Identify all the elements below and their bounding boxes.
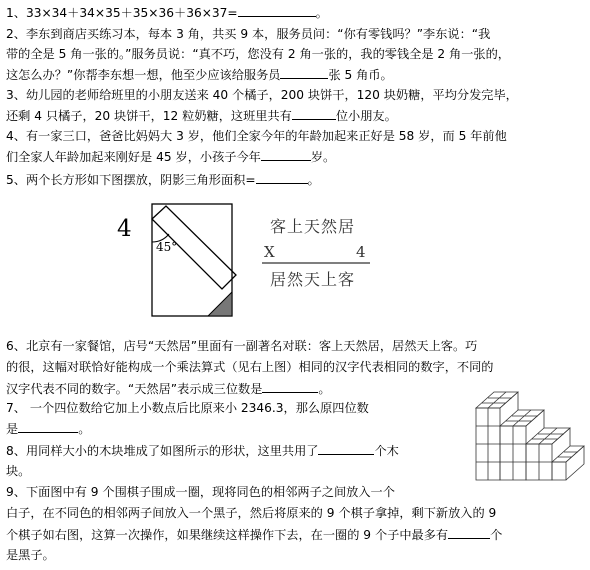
question-8-text: 8、用同样大小的木块堆成了如图所示的形状，这里共用了: [6, 444, 319, 458]
question-4-tail: 岁。: [310, 150, 336, 164]
question-9-text: 个棋子如右图，这算一次操作，如果继续这样操作下去，在一圈的 9 个子中最多有: [6, 528, 449, 542]
question-6-tail: 。: [318, 382, 331, 396]
question-7-text: 是: [6, 422, 19, 436]
multiplicand-text: 客上天然居: [270, 217, 356, 236]
answer-blank-6[interactable]: [262, 380, 318, 393]
question-9-tail: 个: [490, 528, 503, 542]
angle-label: 45°: [156, 240, 178, 254]
question-6-line-2: 的很，这幅对联恰好能构成一个乘法算式（见右上图）相同的汉字代表相同的数字，不同的: [6, 360, 494, 374]
answer-blank-5[interactable]: [256, 171, 308, 184]
question-9-line-4: 是黑子。: [6, 548, 55, 562]
question-2-line-3: [6, 66, 393, 83]
question-4-line-1: 4、有一家三口，爸爸比妈妈大 3 岁，他们全家今年的年龄加起来正好是 58 岁，而 5 年前他: [6, 129, 507, 143]
question-8-line-2: 块。: [6, 464, 31, 478]
product-text: 居然天上客: [270, 270, 356, 289]
stacked-blocks-figure: [472, 386, 586, 486]
question-9-line-1: 9、下面图中有 9 个围棋子围成一圈，现将同色的相邻两子之间放入一个: [6, 485, 395, 499]
answer-blank-7[interactable]: [18, 420, 78, 433]
question-3-line-2: [6, 107, 397, 124]
question-9-line-3: [6, 526, 502, 543]
question-2-tail: 张 5 角币。: [328, 68, 393, 82]
question-8-line-1: [6, 442, 399, 459]
question-2-text: 这怎么办？”你帮李东想一想，他至少应该给服务员: [6, 68, 281, 82]
multiplier-text: 4: [356, 243, 366, 261]
question-6-line-1: 6、北京有一家餐馆，店号“天然居”里面有一副著名对联：客上天然居，居然天上客。巧: [6, 339, 478, 353]
question-2-line-1: 2、李东到商店买练习本，每本 3 角，共买 9 本，服务员问：“你有零钱吗？”李东说：“我: [6, 27, 491, 41]
question-4-text: 们全家人年龄加起来刚好是 45 岁，小孩子今年: [6, 150, 261, 164]
question-6-line-3: [6, 380, 331, 397]
answer-blank-9[interactable]: [448, 526, 490, 539]
side-length-label: 4: [117, 216, 132, 242]
question-5-tail: 。: [307, 173, 320, 187]
question-5: [6, 171, 320, 188]
question-1: [6, 4, 328, 21]
question-7-tail: 。: [78, 422, 91, 436]
question-7-line-1: 7、 一个四位数给它加上小数点后比原来小 2346.3，那么原四位数: [6, 401, 369, 415]
question-6-text: 汉字代表不同的数字。“天然居”表示成三位数是: [6, 382, 263, 396]
question-8-tail: 个木: [374, 444, 399, 458]
question-1-text: 1、33×34＋34×35＋35×36＋36×37=: [6, 6, 238, 20]
multiplication-figure: [262, 212, 372, 292]
shaded-triangle: [208, 292, 232, 316]
answer-blank-4[interactable]: [261, 148, 311, 161]
answer-blank-3[interactable]: [292, 107, 336, 120]
question-3-text: 还剩 4 只橘子，20 块饼干，12 粒奶糖，这班里共有: [6, 109, 292, 123]
question-3-tail: 位小朋友。: [335, 109, 397, 123]
question-1-tail: 。: [315, 6, 328, 20]
question-5-text: 5、两个长方形如下图摆放，阴影三角形面积=: [6, 173, 256, 187]
question-3-line-1: 3、幼儿园的老师给班里的小朋友送来 40 个橘子，200 块饼干，120 块奶糖，平均分发完毕，: [6, 88, 518, 102]
answer-blank-1[interactable]: [238, 4, 316, 17]
blocks-outline: [476, 392, 584, 480]
question-4-line-2: [6, 148, 335, 165]
multiply-sign: X: [264, 243, 275, 261]
answer-blank-2[interactable]: [280, 66, 328, 79]
rectangles-figure: [112, 200, 242, 320]
question-2-line-2: 带的全是 5 角一张的。”服务员说：“真不巧，您没有 2 角一张的，我的零钱全是 2 角一张的，: [6, 47, 510, 61]
answer-blank-8[interactable]: [318, 442, 374, 455]
question-9-line-2: 白子，在不同色的相邻两子间放入一个黑子，然后将原来的 9 个棋子拿掉，剩下新放入的 9: [6, 506, 497, 520]
question-7-line-2: [6, 420, 90, 437]
